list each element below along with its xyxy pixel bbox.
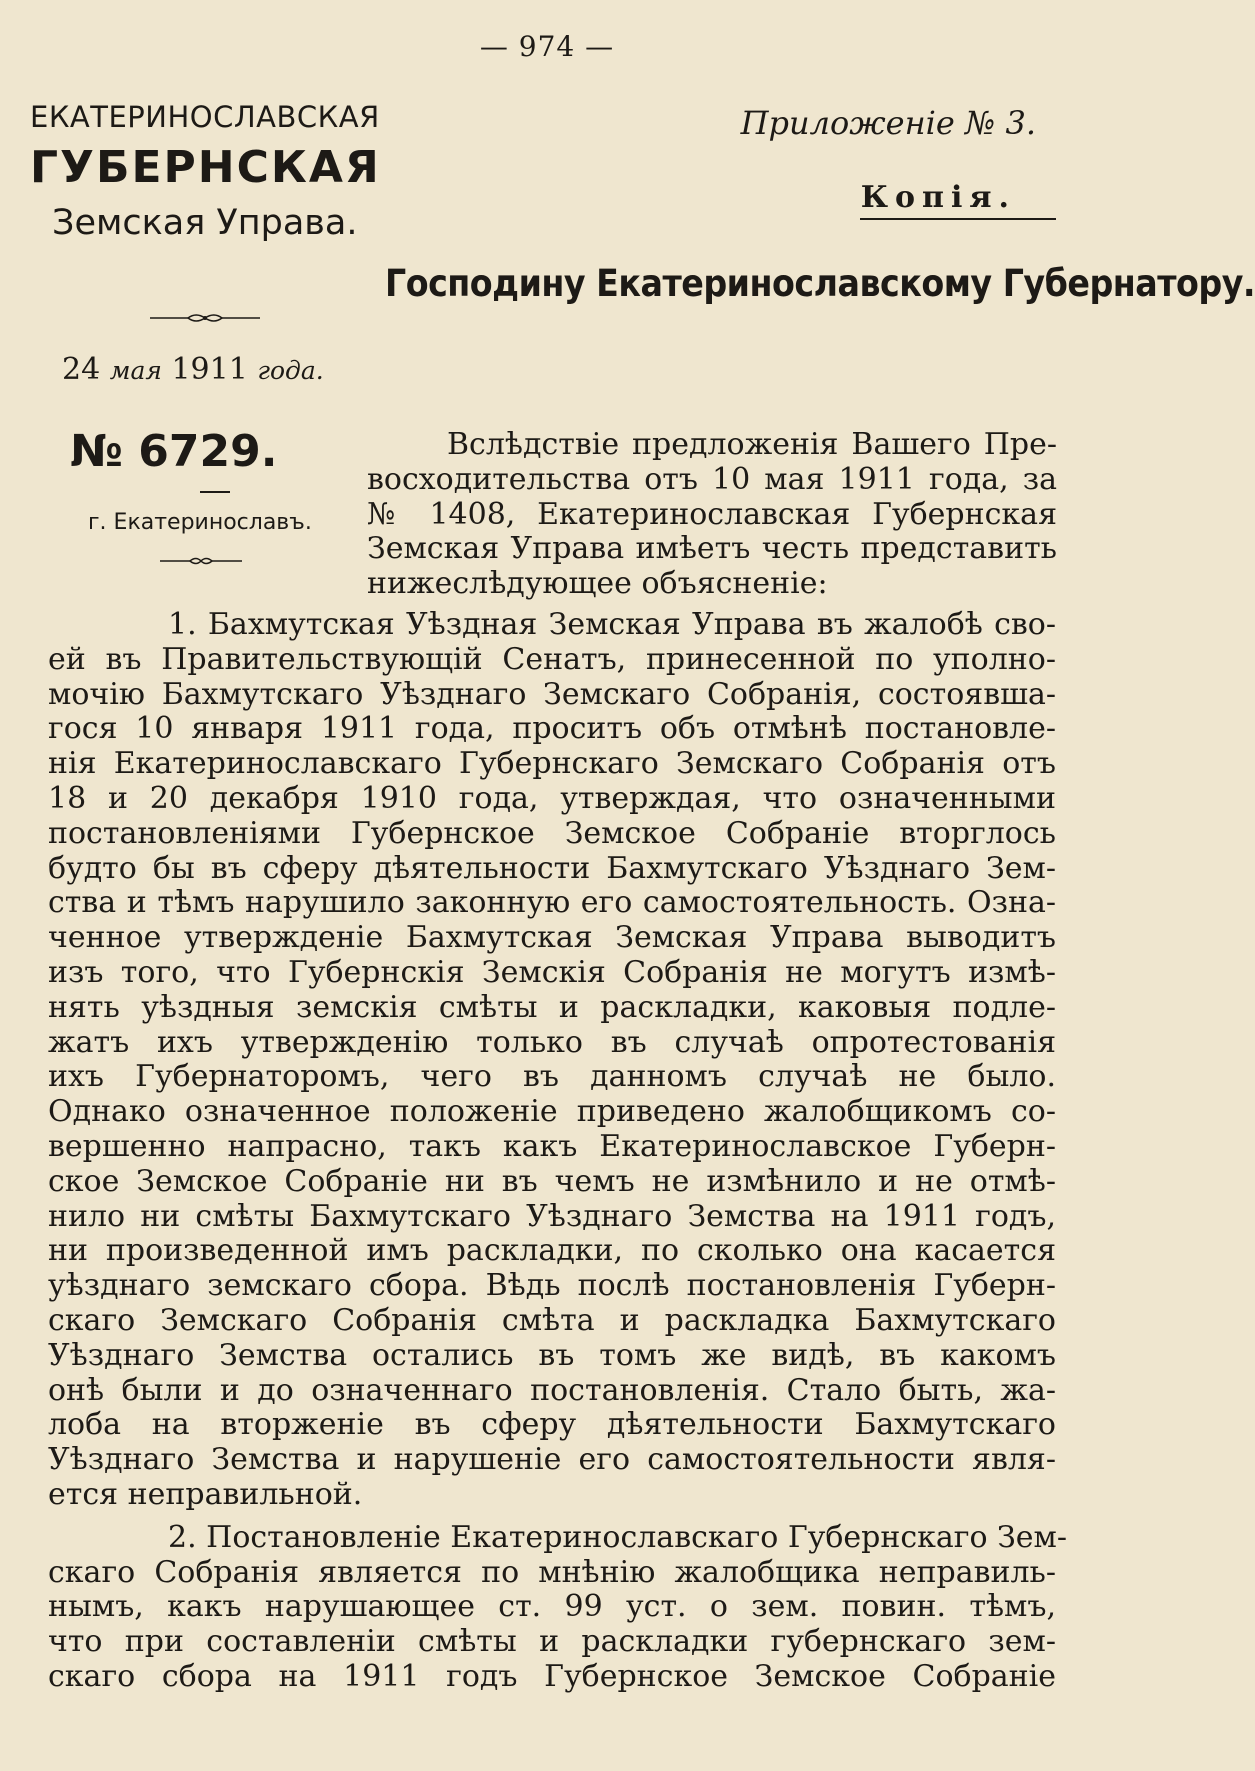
text-line: изъ того, что Губернскія Земскія Собранія не могутъ измѣ- bbox=[48, 954, 1056, 990]
text-line: уѣзднаго земскаго сбора. Вѣдь послѣ постановленія Губерн- bbox=[48, 1268, 1056, 1304]
paragraph-1 bbox=[48, 608, 1056, 1513]
text-line: Однако означенное положеніе приведено жалобщикомъ со- bbox=[48, 1094, 1056, 1130]
text-line: нижеслѣдующее объясненіе: bbox=[367, 566, 828, 602]
text-line: что при составленіи смѣты и раскладки губернскаго зем- bbox=[48, 1624, 1056, 1660]
text-line: постановленіями Губернское Земское Собраніе вторглось bbox=[48, 815, 1056, 851]
text-line: нія Екатеринославскаго Губернскаго Земскаго Собранія отъ bbox=[48, 746, 1056, 782]
text-line: жатъ ихъ утвержденію только въ случаѣ опротестованія bbox=[48, 1024, 1056, 1060]
text-line: ется неправильной. bbox=[48, 1476, 363, 1512]
copy-underline bbox=[860, 218, 1056, 220]
document-date bbox=[62, 352, 324, 387]
document-number: № 6729. bbox=[70, 426, 278, 477]
text-line: Уѣзднаго Земства остались въ томъ же видѣ, въ какомъ bbox=[48, 1337, 1056, 1373]
body-text bbox=[48, 607, 1068, 1695]
text-line: 1. Бахмутская Уѣздная Земская Управа въ жалобѣ сво- bbox=[168, 607, 1056, 642]
text-line: гося 10 января 1911 года, проситъ объ отмѣнѣ постановле- bbox=[48, 711, 1056, 747]
text-line: онѣ были и до означеннаго постановленія. Стало быть, жа- bbox=[48, 1372, 1056, 1408]
intro-paragraph bbox=[367, 428, 1057, 602]
text-line: ни произведенной имъ раскладки, по сколько она касается bbox=[48, 1233, 1056, 1269]
date-year: 1911 bbox=[171, 352, 248, 387]
text-line: Вслѣдствіе предложенія Вашего Пре- bbox=[447, 427, 1057, 462]
text-line: скаго сбора на 1911 годъ Губернское Земское Собраніе bbox=[48, 1658, 1056, 1694]
text-line: будто бы въ сферу дѣятельности Бахмутскаго Уѣзднаго Зем- bbox=[48, 850, 1056, 886]
text-line: мочію Бахмутскаго Уѣзднаго Земскаго Собранія, состоявша- bbox=[48, 676, 1056, 712]
sender-line-3: Земская Управа. bbox=[52, 203, 358, 243]
text-line: ское Земское Собраніе ни въ чемъ не измѣнило и не отмѣ- bbox=[48, 1163, 1056, 1199]
page-number: — 974 — bbox=[479, 30, 615, 63]
text-line: скаго Земскаго Собранія смѣта и раскладка Бахмутскаго bbox=[48, 1302, 1056, 1338]
text-line: скаго Собранія является по мнѣнію жалобщика неправиль- bbox=[48, 1554, 1056, 1590]
document-city: г. Екатеринославъ. bbox=[88, 510, 312, 535]
paragraph-2 bbox=[48, 1519, 1068, 1695]
text-line: лоба на вторженіе въ сферу дѣятельности Бахмутскаго bbox=[48, 1407, 1056, 1443]
small-ornament-divider bbox=[160, 554, 242, 568]
addressee-heading: Господину Екатеринославскому Губернатору. bbox=[385, 262, 1255, 305]
text-line: нять уѣздныя земскія смѣты и раскладки, каковыя подле- bbox=[48, 989, 1056, 1025]
text-line: нымъ, какъ нарушающее ст. 99 уст. о зем. повин. тѣмъ, bbox=[48, 1589, 1056, 1625]
sender-line-1: ЕКАТЕРИНОСЛАВСКАЯ bbox=[30, 100, 380, 134]
text-line: вершенно напрасно, такъ какъ Екатеринославское Губерн- bbox=[48, 1128, 1056, 1164]
ornament-divider bbox=[150, 310, 260, 326]
copy-label: Копія. bbox=[860, 180, 1016, 215]
date-day: 24 bbox=[62, 352, 101, 387]
text-line: нило ни смѣты Бахмутскаго Уѣзднаго Земства на 1911 годъ, bbox=[48, 1198, 1056, 1234]
text-line: № 1408, Екатеринославская Губернская bbox=[367, 496, 1057, 532]
date-word: года. bbox=[257, 356, 324, 385]
text-line: ей въ Правительствующій Сенатъ, принесенной по уполно- bbox=[48, 641, 1056, 677]
text-line: восходительства отъ 10 мая 1911 года, за bbox=[367, 461, 1057, 497]
text-line: ченное утвержденіе Бахмутская Земская Управа выводитъ bbox=[48, 920, 1056, 956]
text-line: ства и тѣмъ нарушило законную его самостоятельность. Озна- bbox=[48, 885, 1056, 921]
text-line: 2. Постановленіе Екатеринославскаго Губернскаго Зем- bbox=[168, 1519, 1068, 1555]
number-underline bbox=[200, 491, 230, 493]
sender-line-2: ГУБЕРНСКАЯ bbox=[30, 142, 381, 193]
text-line: Земская Управа имѣетъ честь представить bbox=[367, 531, 1057, 567]
text-line: 18 и 20 декабря 1910 года, утверждая, что означенными bbox=[48, 780, 1056, 816]
date-month: мая bbox=[109, 356, 162, 385]
appendix-label: Приложеніе № 3. bbox=[740, 104, 1036, 142]
text-line: ихъ Губернаторомъ, чего въ данномъ случаѣ не было. bbox=[48, 1059, 1056, 1095]
text-line: Уѣзднаго Земства и нарушеніе его самостоятельности явля- bbox=[48, 1442, 1056, 1478]
sender-header bbox=[30, 100, 381, 243]
